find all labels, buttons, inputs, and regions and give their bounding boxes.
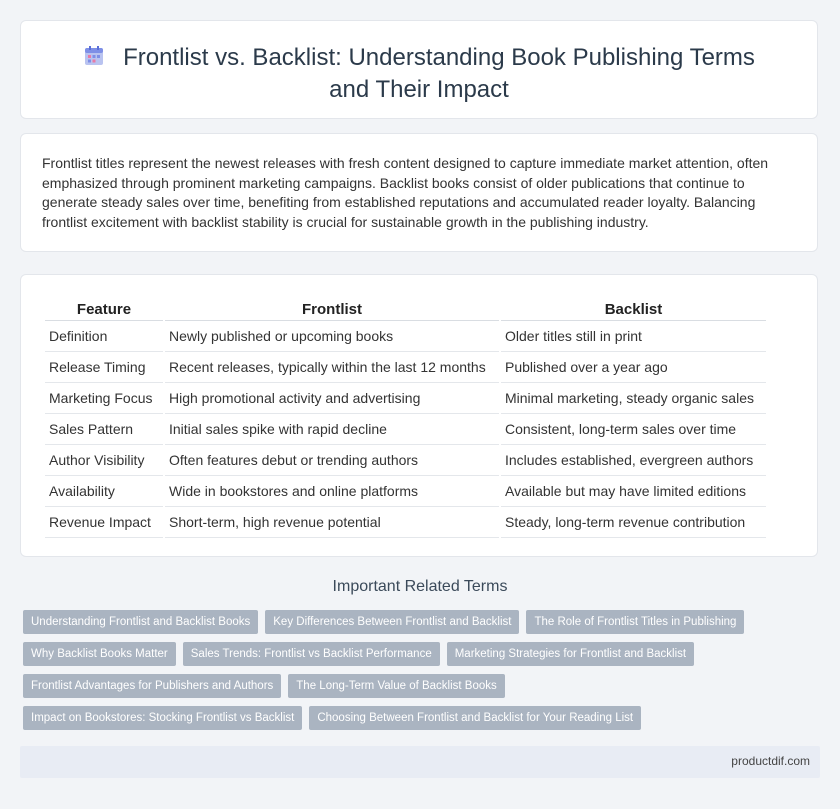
table-cell-frontlist: Newly published or upcoming books [165, 321, 499, 352]
table-row [45, 445, 766, 476]
calendar-icon [83, 45, 105, 75]
column-header-frontlist: Frontlist [165, 295, 499, 321]
intro-paragraph: Frontlist titles represent the newest releases with fresh content designed to capture immediate market attention, often emphasized through prominent marketing campaigns. Backlist books consist of older publications that continue to generate steady sales over time, benefiting from established reputations and accumulated reader loyalty. Balancing frontlist excitement with backlist stability is crucial for sustainable growth in the publishing industry. [42, 155, 769, 230]
related-term-link[interactable]: Impact on Bookstores: Stocking Frontlist vs Backlist [23, 706, 302, 730]
related-term-link[interactable]: The Long-Term Value of Backlist Books [288, 674, 505, 698]
table-cell-feature: Author Visibility [45, 445, 163, 476]
table-cell-feature: Availability [45, 476, 163, 507]
tag-row [23, 642, 803, 666]
table-cell-frontlist: Often features debut or trending authors [165, 445, 499, 476]
table-cell-backlist: Steady, long-term revenue contribution [501, 507, 766, 538]
related-term-link[interactable]: Frontlist Advantages for Publishers and Authors [23, 674, 281, 698]
related-terms-title: Important Related Terms [332, 578, 508, 595]
table-cell-backlist: Consistent, long-term sales over time [501, 414, 766, 445]
table-row [45, 352, 766, 383]
table-cell-feature: Definition [45, 321, 163, 352]
table-cell-frontlist: Wide in bookstores and online platforms [165, 476, 499, 507]
related-term-link[interactable]: The Role of Frontlist Titles in Publishing [526, 610, 744, 634]
table-cell-backlist: Minimal marketing, steady organic sales [501, 383, 766, 414]
table-cell-frontlist: Recent releases, typically within the last 12 months [165, 352, 499, 383]
title-wrap [21, 43, 817, 105]
footer [20, 746, 820, 778]
table-cell-feature: Release Timing [45, 352, 163, 383]
table-cell-frontlist: Short-term, high revenue potential [165, 507, 499, 538]
table-cell-backlist: Available but may have limited editions [501, 476, 766, 507]
table-cell-frontlist: High promotional activity and advertising [165, 383, 499, 414]
related-term-link[interactable]: Why Backlist Books Matter [23, 642, 176, 666]
related-term-link[interactable]: Sales Trends: Frontlist vs Backlist Performance [183, 642, 440, 666]
related-terms-list [23, 610, 803, 738]
table-header-row [45, 295, 766, 321]
table-row [45, 507, 766, 538]
table-cell-backlist: Older titles still in print [501, 321, 766, 352]
comparison-table [43, 295, 768, 538]
table-row [45, 476, 766, 507]
column-header-backlist: Backlist [501, 295, 766, 321]
table-row [45, 383, 766, 414]
table-cell-backlist: Published over a year ago [501, 352, 766, 383]
page-title-text: Frontlist vs. Backlist: Understanding Book Publishing Terms and Their Impact [123, 44, 755, 103]
related-term-link[interactable]: Marketing Strategies for Frontlist and Backlist [447, 642, 694, 666]
table-row [45, 321, 766, 352]
table-cell-feature: Sales Pattern [45, 414, 163, 445]
tag-row [23, 706, 803, 730]
related-term-link[interactable]: Understanding Frontlist and Backlist Books [23, 610, 258, 634]
table-cell-feature: Marketing Focus [45, 383, 163, 414]
tag-row [23, 610, 803, 634]
intro-card [20, 133, 818, 252]
header-card [20, 20, 818, 119]
table-cell-frontlist: Initial sales spike with rapid decline [165, 414, 499, 445]
column-header-feature: Feature [45, 295, 163, 321]
footer-site-name: productdif.com [731, 754, 810, 768]
table-row [45, 414, 766, 445]
related-term-link[interactable]: Choosing Between Frontlist and Backlist for Your Reading List [309, 706, 641, 730]
related-term-link[interactable]: Key Differences Between Frontlist and Backlist [265, 610, 519, 634]
table-cell-backlist: Includes established, evergreen authors [501, 445, 766, 476]
table-cell-feature: Revenue Impact [45, 507, 163, 538]
page-title [61, 43, 777, 105]
comparison-card [20, 274, 818, 557]
tag-row [23, 674, 803, 698]
